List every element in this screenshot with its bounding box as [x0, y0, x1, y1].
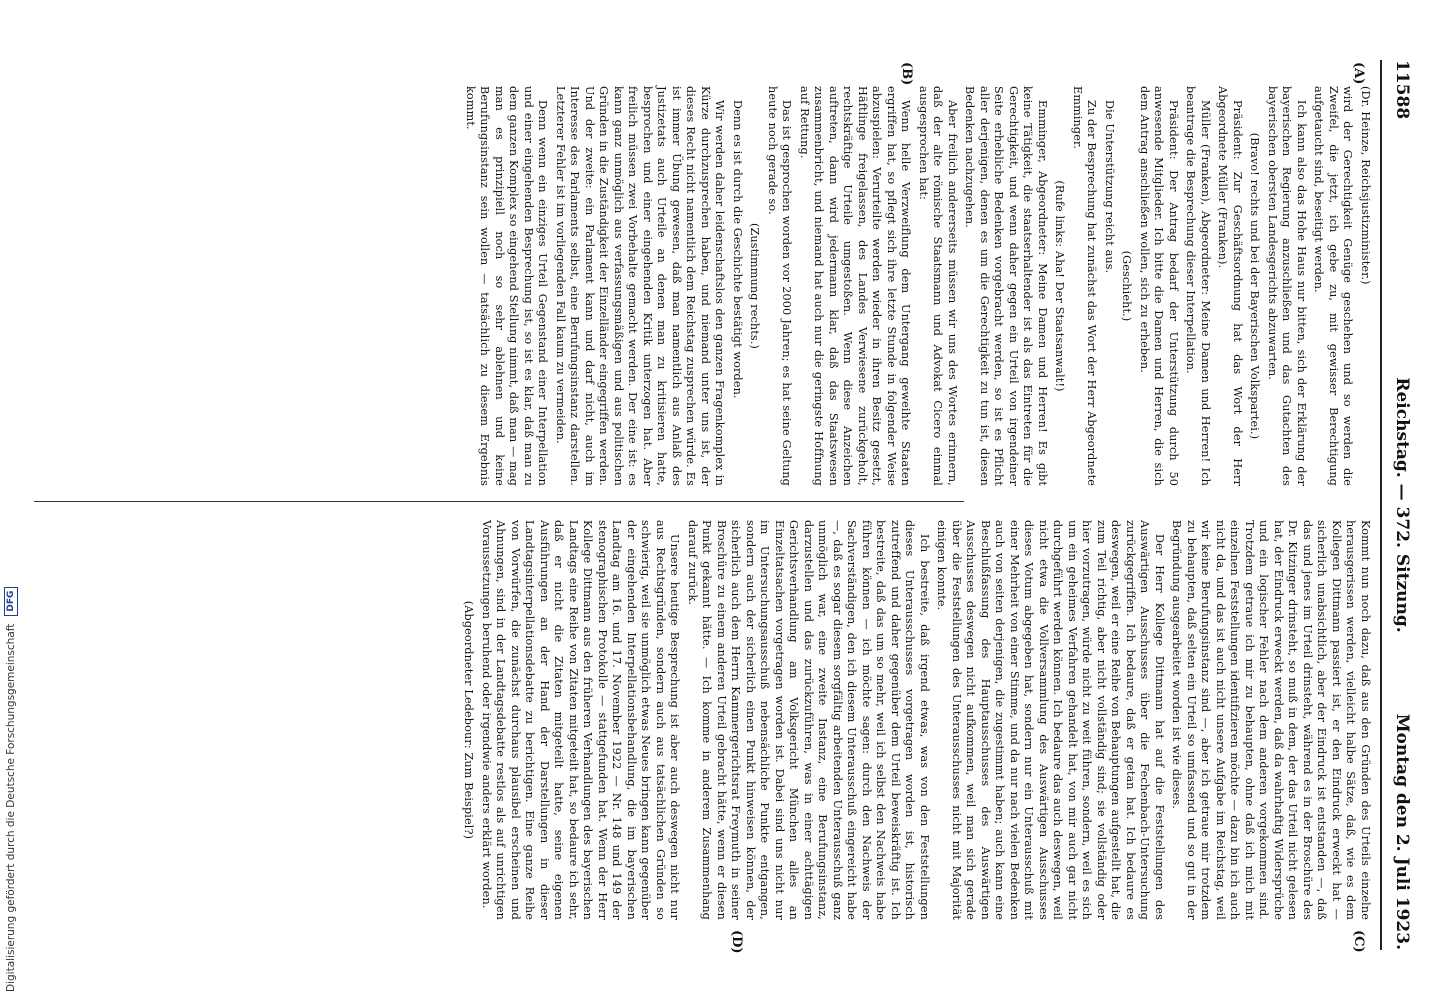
paragraph: (Geschieht.) [1120, 250, 1134, 322]
margin-mark-d: (D) [729, 930, 744, 954]
header-date: Montag den 2. Juli 1923. [1392, 713, 1412, 950]
paragraph: (Zustimmung rechts.) [748, 222, 762, 350]
paragraph: (Abgeordneter Ledebour: Zum Beispiel?) [462, 600, 476, 840]
paragraph: (Bravo! rechts und bei der Bayerischen Volkspartei.) [1248, 132, 1262, 440]
paragraph: Ich kann also das Hohe Haus nur bitten, sich der Erklärung der bayerischen Regierung anzuschließen und das Gutachten des bayerischen obersten Landesgerichts abzuwarten. [1266, 86, 1308, 486]
margin-mark-b: (B) [899, 62, 914, 86]
paragraph: Das ist gesprochen worden vor 2000 Jahren; es hat seine Geltung heute noch gerade so. [766, 86, 794, 486]
header-title: Reichstag. — 372. Sitzung. [1392, 377, 1412, 633]
paragraph: Kommt nun noch dazu, daß aus den Gründen des Urteils einzelne herausgerissen werden, vielleicht halbe Sätze, daß, wie es dem Kollegen Dittmann passiert ist, er den Eindruck erweckt hat — sicherlich unabsichtlich, aber der Eindruck ist entstanden —, daß das und jenes im Urteil drinsteht, während es in der Broschüre des Dr. Kitzinger drinsteht, so muß in dem, der das Urteil nicht gelesen hat, der Eindruck erweckt werden, daß da wahrhaftig Widersprüche und ein logischer Fehler nach dem anderen vorgekommen sind. Trotzdem getraue ich mir zu behaupten, ohne daß ich mich mit einzelnen Feststellungen identifizieren möchte — dazu bin ich auch nicht da, und das ist auch nicht unsere Aufgabe im Reichstag, weil wir keine Berufungsinstanz sind —, aber ich getraue mir trotzdem zu behaupten, daß selten ein Urteil so umfassend und so gut in der Begründung ausgearbeitet worden ist wie dieses. [1170, 520, 1372, 920]
paragraph: (Rufe links: Aha! Der Staatsanwalt!) [1053, 180, 1067, 392]
paragraph: Emminger, Abgeordneter: Meine Damen und Herren! Es gibt keine Tätigkeit, die staatserhaltender ist als das Eintreten für die Gerechtigkeit, und wenn daher gegen ein Urteil von irgendeiner Seite erhebliche Bedenken vorgebracht werden, so ist es Pflicht aller derjenigen, denen es um die Gerechtigkeit zu tun ist, diesen Bedenken nachzugehen. [963, 86, 1049, 486]
paragraph: Die Unterstützung reicht aus. [1103, 100, 1116, 274]
paragraph: Müller (Franken), Abgeordneter: Meine Damen und Herren! Ich beantrage die Besprechung dieser Interpellation. [1184, 86, 1212, 486]
paragraph: Denn es ist durch die Geschichte bestätigt worden. [731, 100, 744, 399]
margin-mark-a: (A) [1351, 62, 1366, 85]
paragraph: Präsident: Zur Geschäftsordnung hat das Wort der Herr Abgeordnete Müller (Franken). [1216, 86, 1244, 486]
dfg-logo: DFG [4, 587, 18, 616]
paragraph: (Dr. Heinze, Reichsjustizminister.) [1359, 86, 1372, 285]
page-number: 11588 [1392, 60, 1412, 120]
paragraph: Der Herr Kollege Dittmann hat auf die Feststellungen des Auswärtigen Ausschusses über die Fechenbach-Untersuchung zurückgegriffen. Ich bedaure, daß er getan hat. Ich bedaure es deswegen, weil er eine Reihe von Behauptungen aufgestellt hat, die zum Teil richtig, aber nicht vollständig sind; sie vollständig oder hier vorzutragen, würde nicht zu weit führen, sondern, weil es sich um ein geheimes Verfahren gehandelt hat, von mir auch gar nicht durchgeführt werden können. Ich bedaure das auch deswegen, weil nicht etwa die Vollversammlung des Auswärtigen Ausschusses dieses Votum abgegeben hat, sondern nur ein Unterausschuß mit einer Mehrheit von einer Stimme, und da nur nach vielen Bedenken auch von seiten derjenigen, die zugestimmt haben; auch kann eine Beschlußfassung des Hauptausschusses des Auswärtigen Ausschusses deswegen nicht aufkommen, weil man sich gerade über die Feststellungen des Unterausschusses nicht mit Majorität einigen konnte. [935, 520, 1166, 920]
margin-mark-c: (C) [1351, 930, 1366, 953]
credit-text: Digitalisierung gefördert durch die Deutsche Forschungsgemeinschaft [5, 623, 17, 992]
paragraph: Ich bestreite, daß irgend etwas, was von den Feststellungen dieses Unterausschusses vorgetragen worden ist, historisch zutreffend und daher gegenüber dem Urteil beweiskräftig ist. Ich bestreite, daß das um so mehr, weil ich selbst den Nachweis habe führen können — ich möchte sagen: durch den Nachweis der Sachverständigen, den ich diesem Unterausschuß eingereicht habe —, daß es sogar diesem sorgfältig arbeitenden Unterausschuß ganz unmöglich war, eine zweite Instanz, eine Berufungsinstanz, darzustellen und das zurückzuführen, was in einer achttägigen Gerichtsverhandlung am Volksgericht München alles an Einzeltatsachen vorgetragen worden ist. Dabei sind uns nicht nur im Untersuchungsausschuß nebensächliche Punkte entgangen, sondern auch der sicherlich einen Punkt hinweisen können, der sicherlich auch dem Herrn Kammergerichtsrat Freymuth in seiner Broschüre zu einem anderen Urteil gebracht hätte, wenn er diesen Punkt gekannt hätte. — Ich komme in anderem Zusammenhang darauf zurück. [686, 520, 931, 920]
paragraph: Wir werden daher leidenschaftslos den ganzen Fragenkomplex in Kürze durchzusprechen haben, und niemand unter uns ist, der dieses Recht nicht namentlich dem Reichstag zusprechen würde. Es ist immer Übung gewesen, daß man namentlich aus Anlaß des Justizetats auch Urteile an denen man zu kritisieren hatte, besprochen und einer eingehenden Kritik unterzogen hat. Aber freilich müssen zwei Vorbehalte gemacht werden. Der eine ist: es kann ganz unmöglich aus verfassungsmäßigen und aus politischen Gründen in die Zuständigkeit der Einzelländer eingegriffen werden. Und der zweite: ein Parlament kann und darf nicht, auch im Interesse des Parlaments selbst, eine Berufungsinstanz darstellen. Letzterer Fehler ist im vorliegenden Fall kaum zu vermeiden. [554, 86, 727, 486]
paragraph: Zu der Besprechung hat zunächst das Wort der Herr Abgeordnete Emminger. [1071, 86, 1099, 486]
paragraph: Wenn helle Verzweiflung dem Untergang geweihte Staaten ergriffen hat, so pflegt sich ihre letzte Stunde in folgender Weise abzuspielen: Verurteilte werden wieder in ihren Besitz gesetzt, Häftlinge freigelassen, des Landes Verwiesene zurückgeholt, rechtskräftige Urteile umgestoßen. Wenn diese Anzeichen auftreten, dann wird jedermann klar, daß das Staatswesen zusammenbricht, und niemand hat auch nur die geringste Hoffnung auf Rettung. [798, 86, 913, 486]
paragraph: Präsident: Der Antrag bedarf der Unterstützung durch 50 anwesende Mitglieder. Ich bitte die Damen und Herren, die sich dem Antrag anschließen wollen, sich zu erheben. [1138, 86, 1180, 486]
paragraph: wird der Gerechtigkeit Genüge geschehen und so werden die Zweifel, die jetzt, ich gebe zu, mit gewisser Berechtigung aufgetaucht sind, beseitigt werden. [1312, 86, 1355, 486]
paragraph: Aber freilich andererseits müssen wir uns des Wortes erinnern, daß der alte römische Staatsmann und Advokat Cicero einmal ausgesprochen hat: [917, 86, 959, 486]
paragraph: Denn wenn ein einziges Urteil Gegenstand einer Interpellation und einer eingehenden Besprechung ist, so ist es klar, daß man zu dem ganzen Komplex so eingehend Stellung nimmt, daß man — mag man es prinzipiell noch so sehr ablehnen und keine Berufungsinstanz sein wollen — tatsächlich zu diesem Ergebnis kommt. [464, 86, 550, 486]
paragraph: Unsere heutige Besprechung ist aber auch deswegen nicht nur aus Rechtsgründen, sondern auch aus tatsächlichen Gründen so schwierig, weil sie unmöglich etwas Neues bringen kann gegenüber der eingehenden Interpellationsbehandlung, die im bayerischen Landtag am 16. und 17. November 1922 — Nr. 148 und 149 der stenographischen Protokolle — stattgefunden hat. Wenn der Herr Kollege Dittmann aus den früheren Verhandlungen des bayerischen Landtags eine Reihe von Zitaten mitgeteilt hat, so bedaure ich sehr, daß er nicht die Zitaten mitgeteilt hatte, seine eigenen Ausführungen an der Hand der Darstellungen in dieser Landtagsinterpellationsdebatte zu berichtigen. Eine ganze Reihe von Vorwürfen, die zunächst durchaus plausibel erscheinen und Ahnungen, sind in der Landtagsdebatte restlos als auf unrichtigen Voraussetzungen beruhend oder irgendwie anders erklärt worden. [480, 520, 682, 920]
